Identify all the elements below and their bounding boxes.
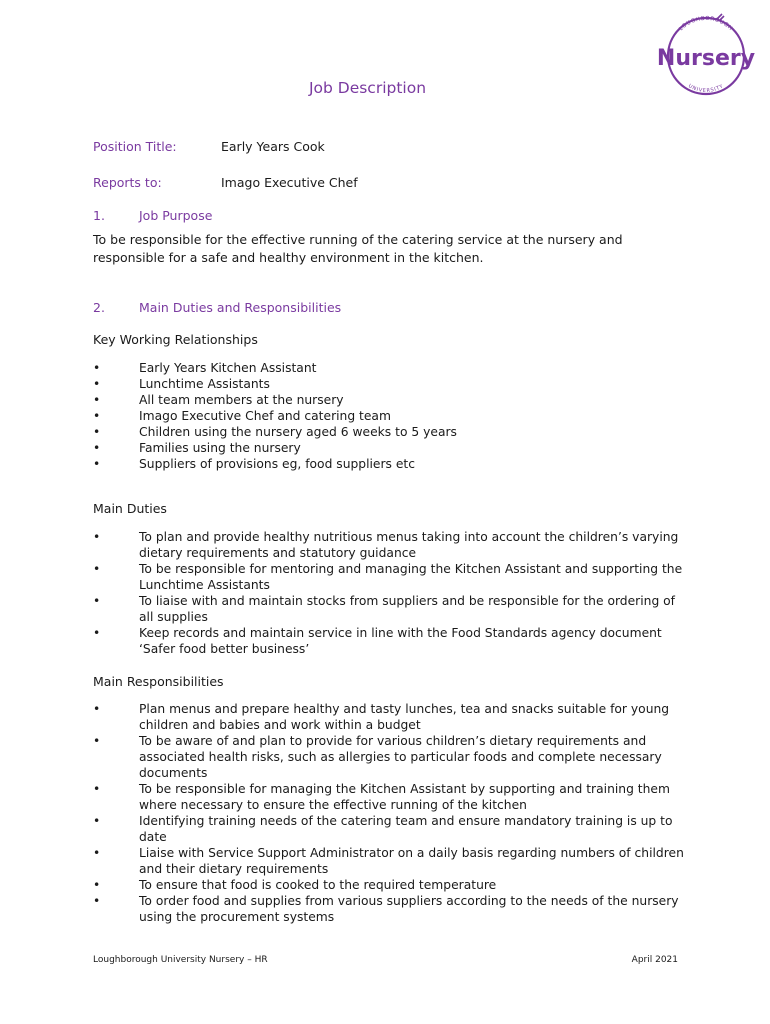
list-item [93, 424, 693, 440]
list-item-text: To be responsible for mentoring and managing the Kitchen Assistant and supporting the Lunchtime Assistants [139, 562, 683, 592]
list-item [93, 376, 693, 392]
list-item [93, 456, 693, 472]
list-item [93, 440, 693, 456]
list-item [93, 408, 693, 424]
logo-top-text: LOUGHBOROUGH [678, 15, 734, 33]
bullet-icon: • [93, 734, 101, 748]
list-item-text: Early Years Kitchen Assistant [139, 361, 317, 375]
list-item [93, 529, 693, 561]
main-responsibilities-list [93, 701, 693, 925]
list-item-text: Suppliers of provisions eg, food suppliers etc [139, 457, 416, 471]
list-item [93, 845, 693, 877]
bullet-icon: • [93, 782, 101, 796]
bullet-icon: • [93, 457, 101, 471]
list-item [93, 625, 693, 657]
list-item-text: Plan menus and prepare healthy and tasty lunches, tea and snacks suitable for young children and babies and work within a budget [139, 702, 670, 732]
bullet-icon: • [93, 425, 101, 439]
list-item-text: Keep records and maintain service in line with the Food Standards agency document ‘Safer food better business’ [139, 626, 662, 656]
list-item-text: To liaise with and maintain stocks from suppliers and be responsible for the ordering of all supplies [139, 594, 676, 624]
key-relationships-list [93, 360, 693, 472]
bullet-icon: • [93, 846, 101, 860]
list-item [93, 733, 693, 781]
section1-heading: Job Purpose [139, 208, 213, 223]
list-item-text: Lunchtime Assistants [139, 377, 270, 391]
list-item [93, 781, 693, 813]
list-item-text: Children using the nursery aged 6 weeks to 5 years [139, 425, 457, 439]
list-item [93, 893, 693, 925]
position-title-label: Position Title: [93, 139, 177, 154]
position-title-value: Early Years Cook [221, 139, 325, 154]
logo-bottom-text: UNIVERSITY [687, 83, 725, 95]
bullet-icon: • [93, 393, 101, 407]
bullet-icon: • [93, 814, 101, 828]
bullet-icon: • [93, 894, 101, 908]
footer-left: Loughborough University Nursery – HR [93, 955, 268, 965]
list-item-text: To order food and supplies from various suppliers according to the needs of the nursery using the procurement systems [139, 894, 679, 924]
list-item-text: All team members at the nursery [139, 393, 344, 407]
list-item-text: Identifying training needs of the catering team and ensure mandatory training is up to date [139, 814, 673, 844]
list-item [93, 392, 693, 408]
bullet-icon: • [93, 361, 101, 375]
list-item-text: To be responsible for managing the Kitchen Assistant by supporting and training them where necessary to ensure the effective running of the kitchen [139, 782, 670, 812]
list-item-text: Families using the nursery [139, 441, 301, 455]
main-responsibilities-heading: Main Responsibilities [93, 674, 224, 689]
section2-number: 2. [93, 300, 105, 315]
footer-right: April 2021 [631, 955, 678, 965]
bullet-icon: • [93, 878, 101, 892]
section2-heading: Main Duties and Responsibilities [139, 300, 342, 315]
list-item [93, 360, 693, 376]
key-relationships-heading: Key Working Relationships [93, 332, 258, 347]
reports-to-value: Imago Executive Chef [221, 175, 358, 190]
list-item-text: To be aware of and plan to provide for various children’s dietary requirements and associated health risks, such as allergies to particular foods and complete necessary documents [139, 734, 662, 780]
list-item [93, 877, 693, 893]
bullet-icon: • [93, 409, 101, 423]
bullet-icon: • [93, 626, 101, 640]
list-item [93, 701, 693, 733]
section1-number: 1. [93, 208, 105, 223]
list-item [93, 593, 693, 625]
job-purpose-text: To be responsible for the effective running of the catering service at the nursery and responsible for a safe and healthy environment in the kitchen. [93, 232, 623, 265]
bullet-icon: • [93, 377, 101, 391]
list-item-text: Liaise with Service Support Administrator on a daily basis regarding numbers of children and their dietary requirements [139, 846, 684, 876]
logo-main-text: Nursery [656, 46, 756, 71]
main-duties-list [93, 529, 693, 657]
bullet-icon: • [93, 594, 101, 608]
list-item-text: To ensure that food is cooked to the required temperature [139, 878, 497, 892]
page-title: Job Description [308, 79, 427, 97]
bullet-icon: • [93, 441, 101, 455]
list-item-text: To plan and provide healthy nutritious menus taking into account the children’s varying dietary requirements and statutory guidance [139, 530, 679, 560]
main-duties-heading: Main Duties [93, 501, 167, 516]
list-item-text: Imago Executive Chef and catering team [139, 409, 391, 423]
bullet-icon: • [93, 562, 101, 576]
bullet-icon: • [93, 530, 101, 544]
reports-to-label: Reports to: [93, 175, 162, 190]
bullet-icon: • [93, 702, 101, 716]
list-item [93, 813, 693, 845]
list-item [93, 561, 693, 593]
